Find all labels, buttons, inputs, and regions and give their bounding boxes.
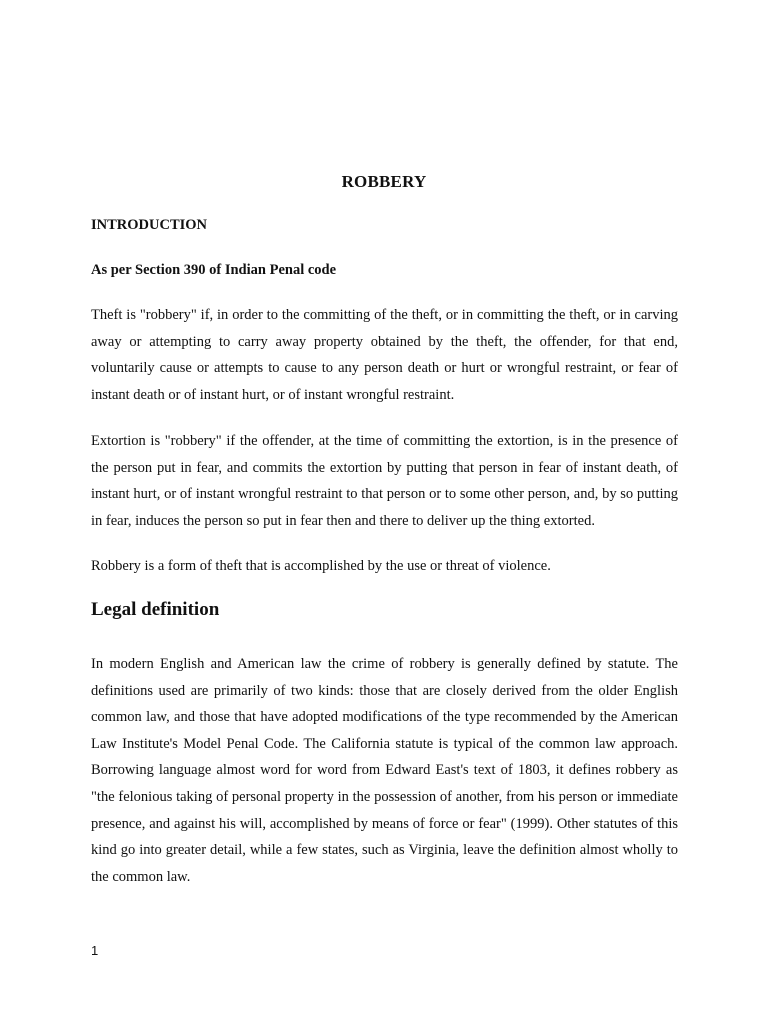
document-title: ROBBERY [341, 172, 427, 191]
page-number: 1 [91, 943, 99, 958]
legal-definition-heading: Legal definition [91, 599, 220, 620]
theft-robbery-paragraph: Theft is "robbery" if, in order to the committing of the theft, or in committing the theft, or in carving away or attempting to carry away property obtained by the theft, the offender, for that end, voluntarily cause or attempts to cause to any person death or hurt or wrongful restraint, or fear of instant death or of instant hurt, or of instant wrongful restraint. [91, 307, 678, 403]
robbery-summary-paragraph: Robbery is a form of theft that is accomplished by the use or threat of violence. [91, 558, 551, 574]
legal-definition-paragraph: In modern English and American law the crime of robbery is generally defined by statute. The definitions used are primarily of two kinds: those that are closely derived from the older English common law, and those that have adopted modifications of the type recommended by the American Law Institute's Model Penal Code. The California statute is typical of the common law approach. Borrowing language almost word for word from Edward East's text of 1803, it defines robbery as "the felonious taking of personal property in the possession of another, from his person or immediate presence, and against his will, accomplished by means of force or fear" (1999). Other statutes of this kind go into greater detail, while a few states, such as Virginia, leave the definition almost wholly to the common law. [91, 656, 678, 885]
section-heading: As per Section 390 of Indian Penal code [91, 262, 337, 278]
introduction-heading: INTRODUCTION [91, 217, 208, 233]
extortion-robbery-paragraph: Extortion is "robbery" if the offender, at the time of committing the extortion, is in the presence of the person put in fear, and commits the extortion by putting that person in fear of instant death, of instant hurt, or of instant wrongful restraint to that person or to some other person, and, by so putting in fear, induces the person so put in fear then and there to deliver up the thing extorted. [91, 433, 678, 529]
